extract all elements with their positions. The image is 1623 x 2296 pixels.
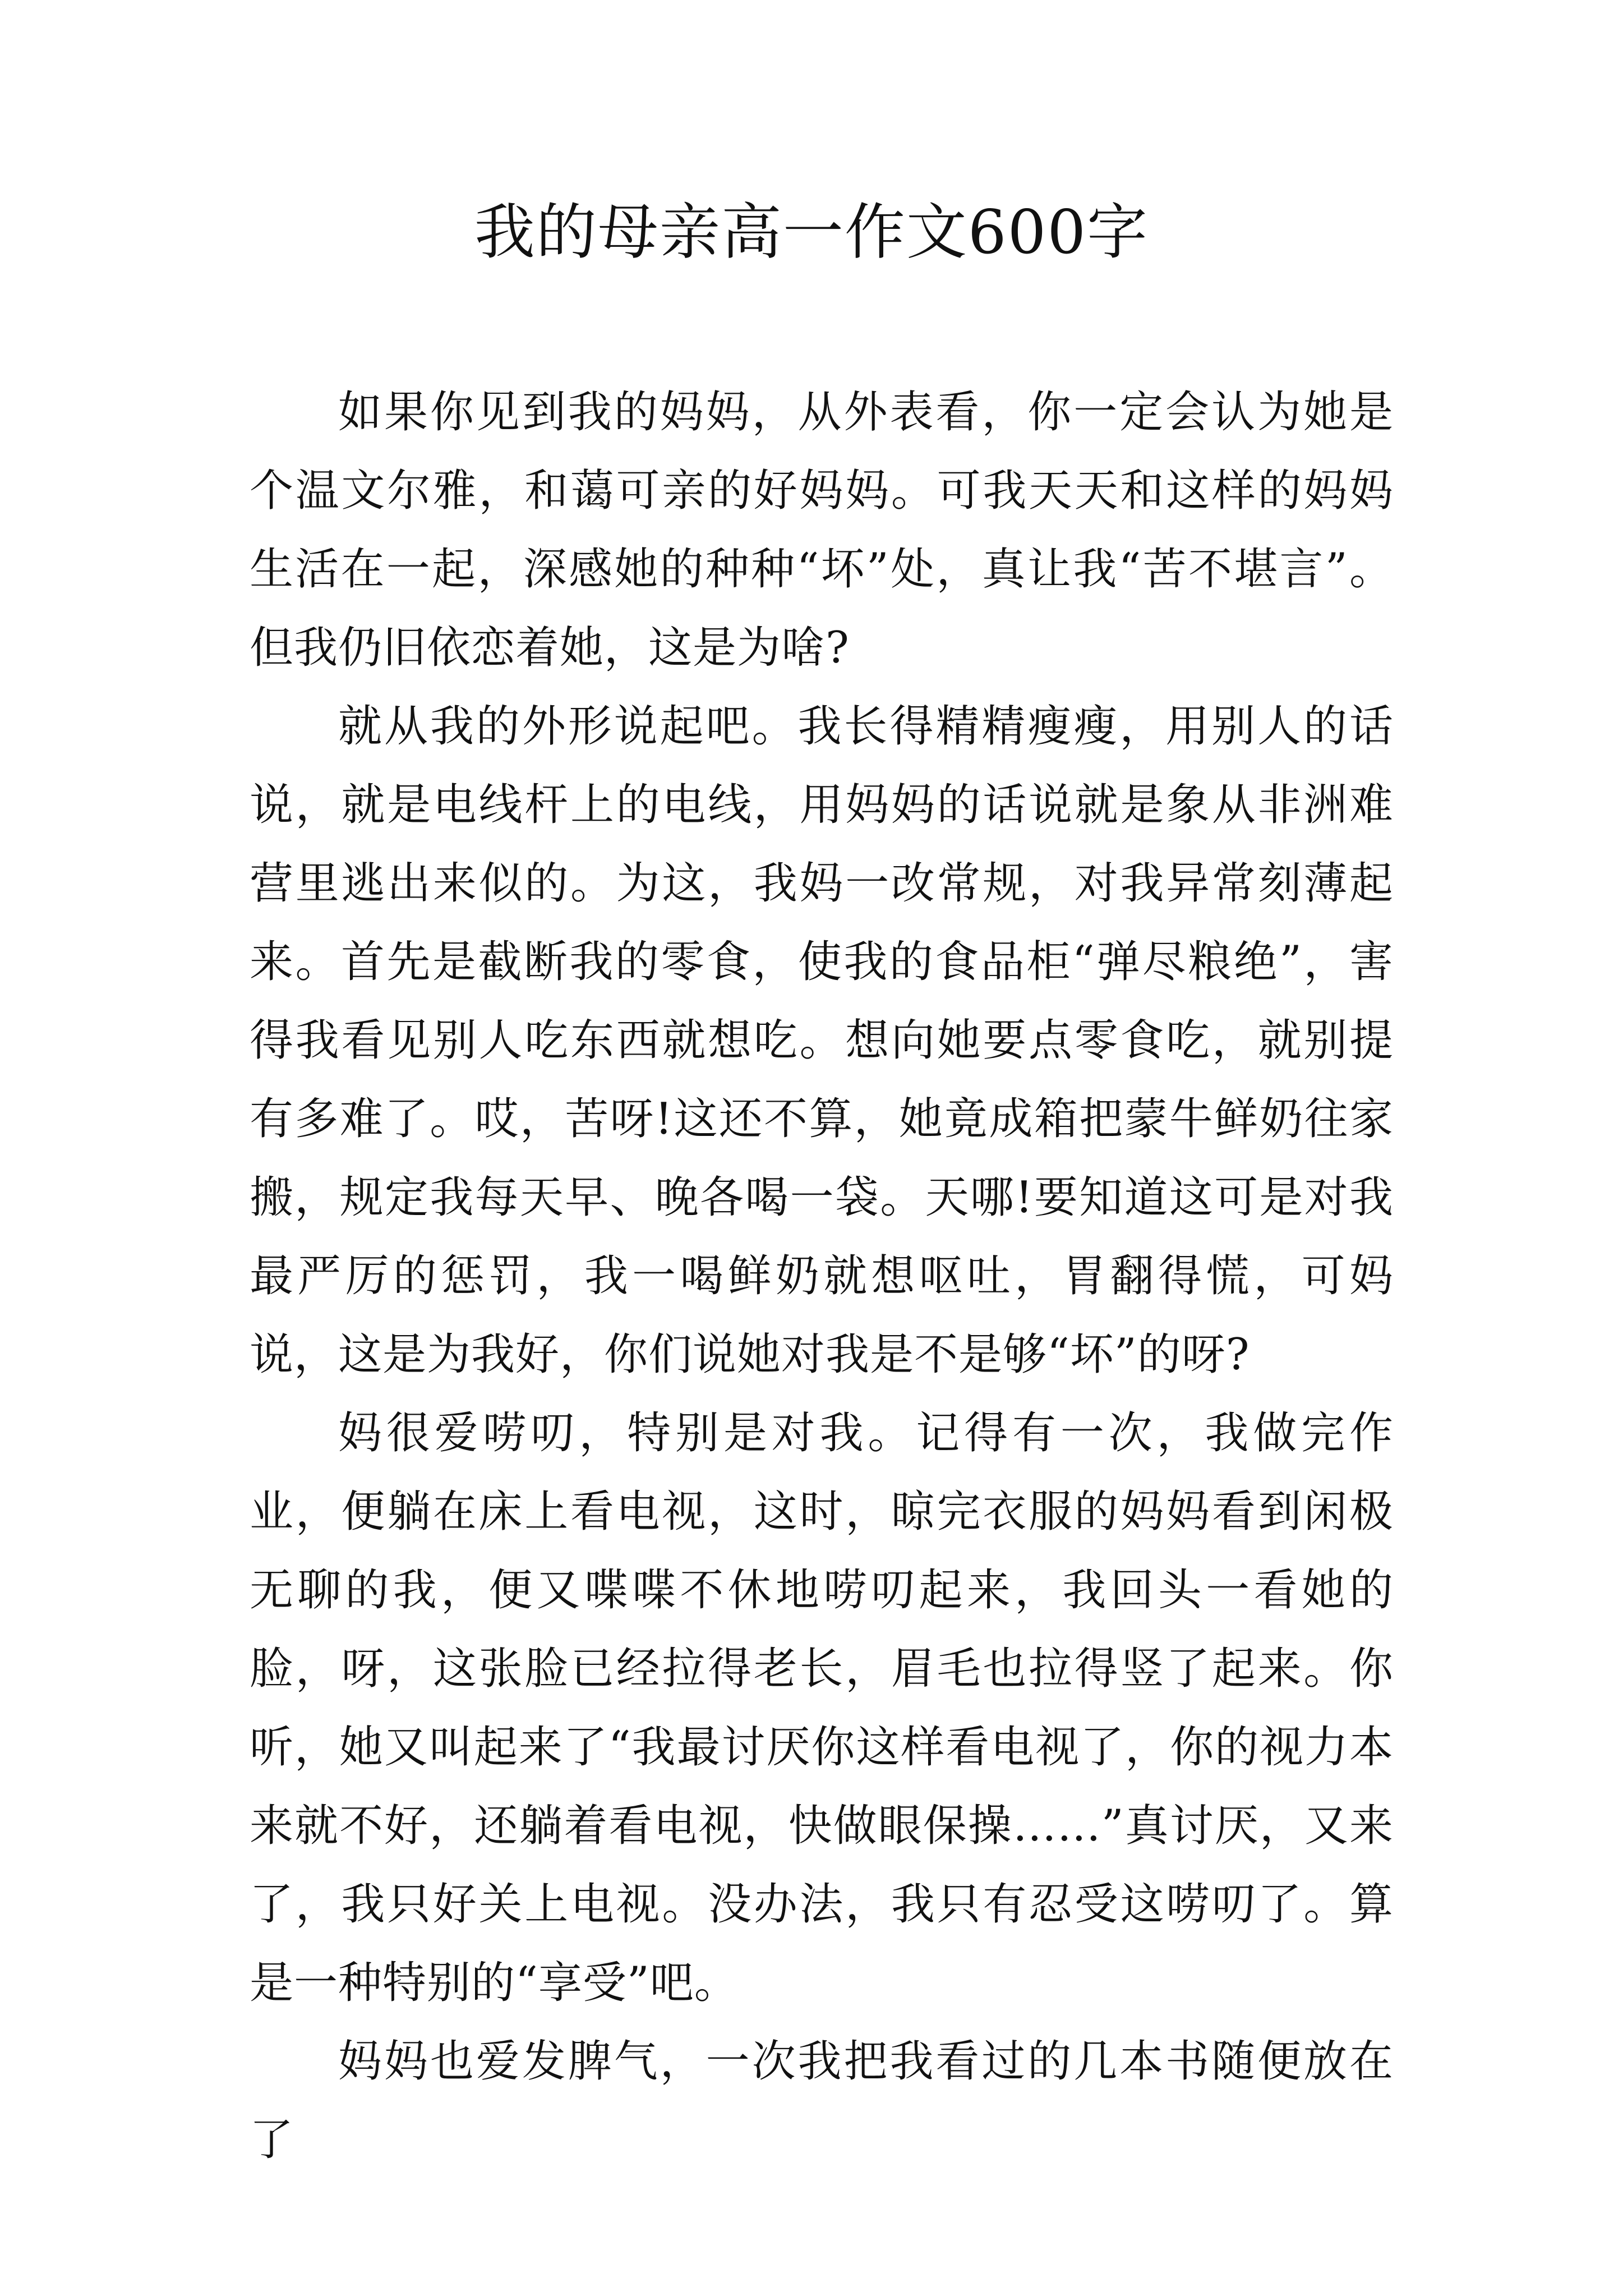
paragraph-3: 妈很爱唠叨，特别是对我。记得有一次，我做完作业，便躺在床上看电视，这时，晾完衣服的妈妈看到闲极无聊的我，便又喋喋不休地唠叨起来，我回头一看她的脸，呀，这张脸已经拉得老长，眉毛也拉得竖了起来。你听，她又叫起来了“我最讨厌你这样看电视了，你的视力本来就不好，还躺着看电视，快做眼保操……”真讨厌，又来了，我只好关上电视。没办法，我只有忍受这唠叨了。算是一种特别的“享受”吧。 — [250, 1408, 1394, 2008]
document-body — [250, 373, 1394, 2179]
paragraph-2: 就从我的外形说起吧。我长得精精瘦瘦，用别人的话说，就是电线杆上的电线，用妈妈的话说就是象从非洲难营里逃出来似的。为这，我妈一改常规，对我异常刻薄起来。首先是截断我的零食，使我的食品柜“弹尽粮绝”，害得我看见别人吃东西就想吃。想向她要点零食吃，就别提有多难了。哎，苦呀!这还不算，她竟成箱把蒙牛鲜奶往家搬，规定我每天早、晚各喝一袋。天哪!要知道这可是对我最严厉的惩罚，我一喝鲜奶就想呕吐，胃翻得慌，可妈说，这是为我好，你们说她对我是不是够“坏”的呀? — [250, 701, 1394, 1380]
paragraph-1: 如果你见到我的妈妈，从外表看，你一定会认为她是个温文尔雅，和蔼可亲的好妈妈。可我天天和这样的妈妈生活在一起，深感她的种种“坏”处，真让我“苦不堪言”。但我仍旧依恋着她，这是为啥? — [250, 387, 1394, 673]
document-title: 我的母亲高一作文600字 — [474, 197, 1149, 268]
paragraph-4: 妈妈也爱发脾气，一次我把我看过的几本书随便放在了 — [250, 2036, 1394, 2165]
